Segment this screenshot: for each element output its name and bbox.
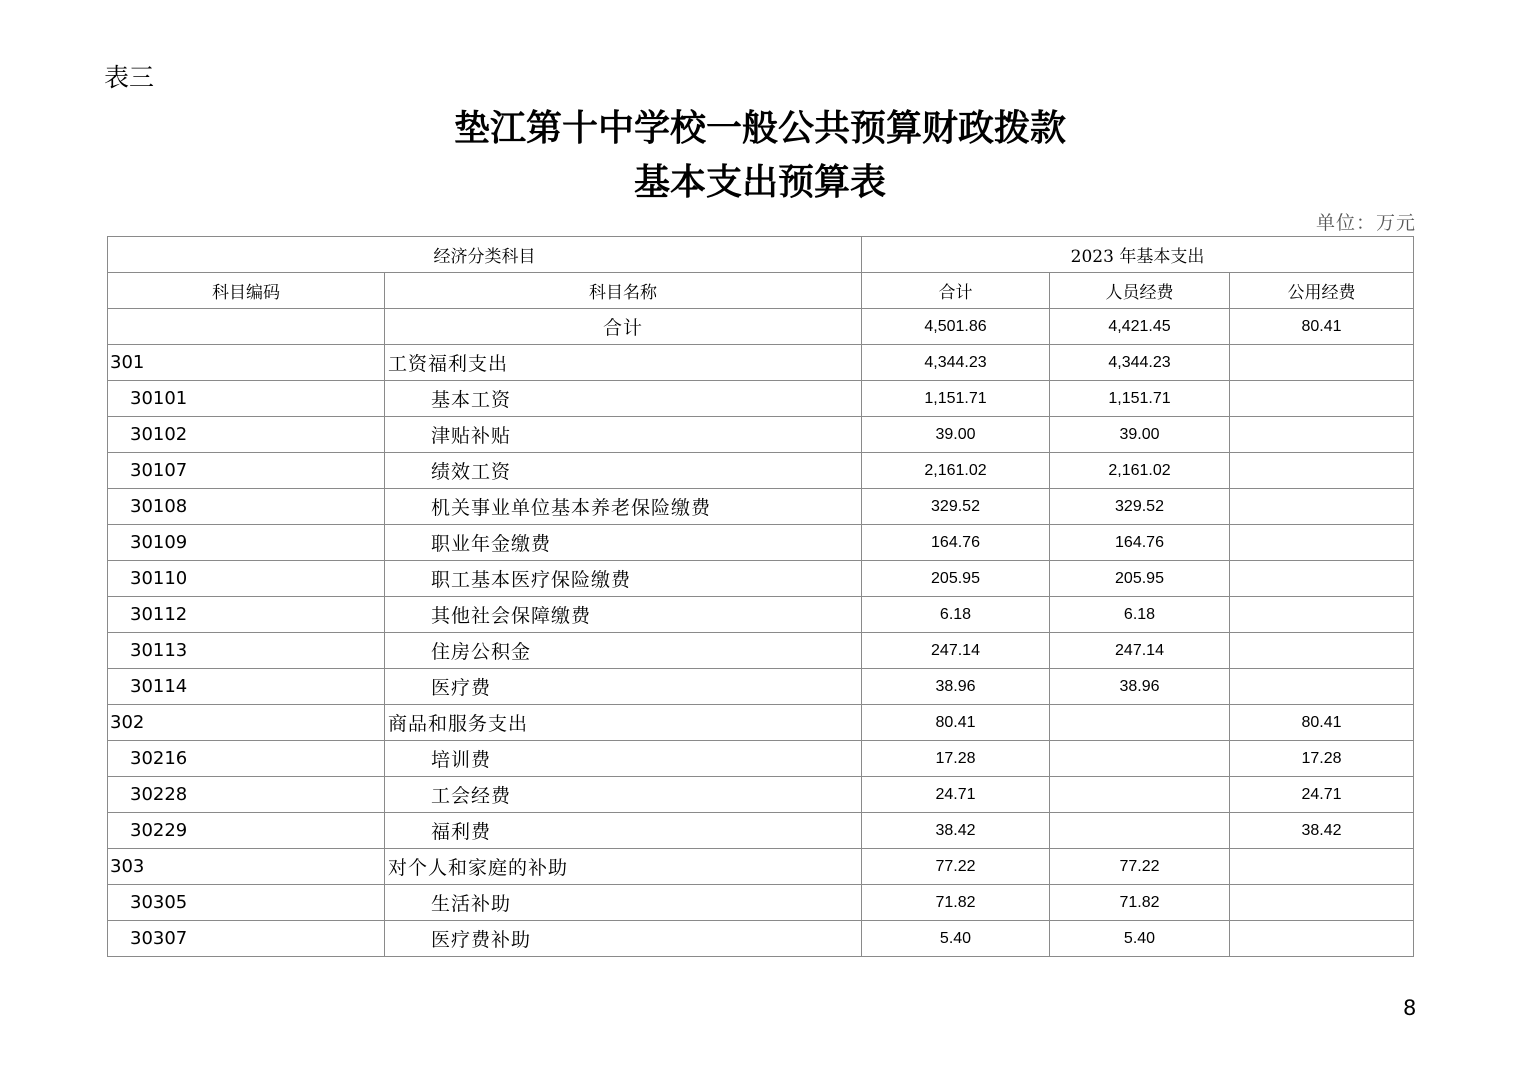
table-row xyxy=(108,345,1414,381)
name-cell: 福利费 xyxy=(385,813,862,849)
personnel-cell: 4,421.45 xyxy=(1050,309,1230,345)
personnel-cell: 247.14 xyxy=(1050,633,1230,669)
code-cell: 30110 xyxy=(108,561,385,597)
personnel-cell: 4,344.23 xyxy=(1050,345,1230,381)
total-cell: 1,151.71 xyxy=(862,381,1050,417)
personnel-cell xyxy=(1050,777,1230,813)
table-row xyxy=(108,705,1414,741)
public-cell xyxy=(1230,633,1414,669)
unit-label: 单位：万元 xyxy=(1315,212,1416,234)
total-cell: 38.96 xyxy=(862,669,1050,705)
table-row xyxy=(108,633,1414,669)
public-cell xyxy=(1230,885,1414,921)
code-cell: 30216 xyxy=(108,741,385,777)
code-cell: 30113 xyxy=(108,633,385,669)
code-cell: 30114 xyxy=(108,669,385,705)
total-cell: 329.52 xyxy=(862,489,1050,525)
header-basic-expenditure-2023: 2023 年基本支出 xyxy=(862,237,1414,273)
table-row xyxy=(108,849,1414,885)
total-cell: 6.18 xyxy=(862,597,1050,633)
public-cell xyxy=(1230,417,1414,453)
name-cell: 医疗费 xyxy=(385,669,862,705)
personnel-cell: 38.96 xyxy=(1050,669,1230,705)
header-code: 科目编码 xyxy=(108,273,385,309)
public-cell xyxy=(1230,381,1414,417)
public-cell: 80.41 xyxy=(1230,705,1414,741)
total-cell: 205.95 xyxy=(862,561,1050,597)
code-cell xyxy=(108,309,385,345)
public-cell: 17.28 xyxy=(1230,741,1414,777)
table-row xyxy=(108,417,1414,453)
table-row xyxy=(108,525,1414,561)
code-cell: 30109 xyxy=(108,525,385,561)
page-subtitle: 基本支出预算表 xyxy=(633,161,886,203)
public-cell: 38.42 xyxy=(1230,813,1414,849)
name-cell: 住房公积金 xyxy=(385,633,862,669)
public-cell xyxy=(1230,921,1414,957)
table-row xyxy=(108,309,1414,345)
table-row xyxy=(108,777,1414,813)
personnel-cell: 5.40 xyxy=(1050,921,1230,957)
name-cell: 生活补助 xyxy=(385,885,862,921)
table-row xyxy=(108,813,1414,849)
public-cell xyxy=(1230,525,1414,561)
personnel-cell: 205.95 xyxy=(1050,561,1230,597)
budget-table xyxy=(107,236,1414,957)
page-number: 8 xyxy=(1403,996,1417,1020)
code-cell: 30107 xyxy=(108,453,385,489)
name-cell: 工会经费 xyxy=(385,777,862,813)
personnel-cell: 329.52 xyxy=(1050,489,1230,525)
personnel-cell: 2,161.02 xyxy=(1050,453,1230,489)
table-row xyxy=(108,669,1414,705)
table-row xyxy=(108,489,1414,525)
total-cell: 17.28 xyxy=(862,741,1050,777)
name-cell: 津贴补贴 xyxy=(385,417,862,453)
code-cell: 30102 xyxy=(108,417,385,453)
code-cell: 30228 xyxy=(108,777,385,813)
table-row xyxy=(108,921,1414,957)
code-cell: 303 xyxy=(108,849,385,885)
code-cell: 30108 xyxy=(108,489,385,525)
page-title: 垫江第十中学校一般公共预算财政拨款 xyxy=(453,107,1066,149)
total-cell: 247.14 xyxy=(862,633,1050,669)
total-cell: 39.00 xyxy=(862,417,1050,453)
total-cell: 164.76 xyxy=(862,525,1050,561)
code-cell: 30229 xyxy=(108,813,385,849)
total-cell: 4,501.86 xyxy=(862,309,1050,345)
total-cell: 2,161.02 xyxy=(862,453,1050,489)
public-cell xyxy=(1230,489,1414,525)
name-cell: 其他社会保障缴费 xyxy=(385,597,862,633)
table-row xyxy=(108,453,1414,489)
total-cell: 5.40 xyxy=(862,921,1050,957)
public-cell xyxy=(1230,561,1414,597)
name-cell: 职业年金缴费 xyxy=(385,525,862,561)
personnel-cell: 77.22 xyxy=(1050,849,1230,885)
public-cell: 24.71 xyxy=(1230,777,1414,813)
public-cell: 80.41 xyxy=(1230,309,1414,345)
public-cell xyxy=(1230,597,1414,633)
name-cell: 医疗费补助 xyxy=(385,921,862,957)
header-total: 合计 xyxy=(862,273,1050,309)
personnel-cell xyxy=(1050,705,1230,741)
personnel-cell: 71.82 xyxy=(1050,885,1230,921)
public-cell xyxy=(1230,849,1414,885)
name-cell: 职工基本医疗保险缴费 xyxy=(385,561,862,597)
personnel-cell: 164.76 xyxy=(1050,525,1230,561)
public-cell xyxy=(1230,345,1414,381)
header-name: 科目名称 xyxy=(385,273,862,309)
personnel-cell: 6.18 xyxy=(1050,597,1230,633)
code-cell: 302 xyxy=(108,705,385,741)
total-cell: 71.82 xyxy=(862,885,1050,921)
table-row xyxy=(108,741,1414,777)
total-cell: 80.41 xyxy=(862,705,1050,741)
header-public: 公用经费 xyxy=(1230,273,1414,309)
header-economic-classification: 经济分类科目 xyxy=(108,237,862,273)
personnel-cell: 39.00 xyxy=(1050,417,1230,453)
code-cell: 30305 xyxy=(108,885,385,921)
name-cell: 对个人和家庭的补助 xyxy=(385,849,862,885)
personnel-cell: 1,151.71 xyxy=(1050,381,1230,417)
total-cell: 38.42 xyxy=(862,813,1050,849)
public-cell xyxy=(1230,453,1414,489)
table-row xyxy=(108,885,1414,921)
total-cell: 4,344.23 xyxy=(862,345,1050,381)
code-cell: 30101 xyxy=(108,381,385,417)
public-cell xyxy=(1230,669,1414,705)
name-cell: 培训费 xyxy=(385,741,862,777)
name-cell: 机关事业单位基本养老保险缴费 xyxy=(385,489,862,525)
total-cell: 77.22 xyxy=(862,849,1050,885)
header-personnel: 人员经费 xyxy=(1050,273,1230,309)
personnel-cell xyxy=(1050,741,1230,777)
header-group-row xyxy=(108,237,1414,273)
code-cell: 30307 xyxy=(108,921,385,957)
name-cell: 合计 xyxy=(385,309,862,345)
table-row xyxy=(108,597,1414,633)
name-cell: 工资福利支出 xyxy=(385,345,862,381)
code-cell: 301 xyxy=(108,345,385,381)
name-cell: 商品和服务支出 xyxy=(385,705,862,741)
total-cell: 24.71 xyxy=(862,777,1050,813)
name-cell: 绩效工资 xyxy=(385,453,862,489)
table-label: 表三 xyxy=(104,63,155,92)
code-cell: 30112 xyxy=(108,597,385,633)
name-cell: 基本工资 xyxy=(385,381,862,417)
table-row xyxy=(108,381,1414,417)
table-row xyxy=(108,561,1414,597)
personnel-cell xyxy=(1050,813,1230,849)
header-columns-row xyxy=(108,273,1414,309)
